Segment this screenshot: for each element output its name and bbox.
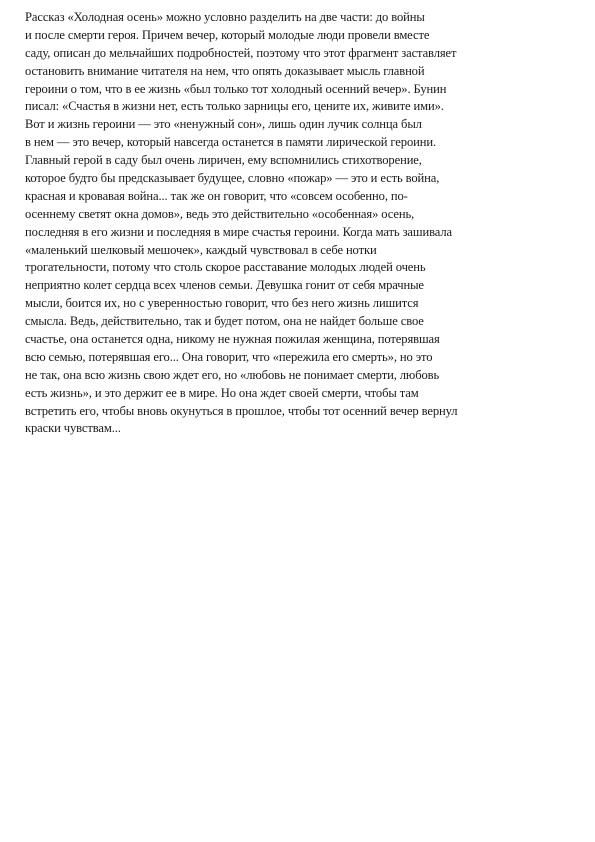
text-line: счастье, она останется одна, никому не нужная пожилая женщина, потерявшая	[25, 332, 440, 347]
text-line: осеннему светят окна домов», ведь это действительно «особенная» осень,	[25, 206, 415, 221]
text-line: Рассказ «Холодная осень» можно условно разделить на две части: до войны	[25, 10, 425, 24]
text-line: красная и кровавая война... так же он говорит, что «совсем особенно, по-	[25, 188, 408, 203]
text-line: не так, она всю жизнь свою ждет его, но «любовь не понимает смерти, любовь	[25, 367, 440, 382]
text-line: смысла. Ведь, действительно, так и будет потом, она не найдет больше свое	[25, 314, 424, 329]
text-line: в нем — это вечер, который навсегда останется в памяти лирической героини.	[25, 135, 437, 150]
text-line: встретить его, чтобы вновь окунуться в прошлое, чтобы тот осенний вечер вернул	[25, 403, 458, 418]
text-line: трогательности, потому что столь скорое расставание молодых людей очень	[25, 260, 426, 275]
text-line: остановить внимание читателя на нем, что опять доказывает мысль главной	[25, 63, 425, 78]
text-line: неприятно колет сердца всех членов семьи. Девушка гонит от себя мрачные	[25, 278, 424, 293]
essay-text	[25, 9, 573, 438]
text-line: саду, описан до мельчайших подробностей, поэтому что этот фрагмент заставляет	[25, 45, 457, 60]
text-line: которое будто бы предсказывает будущее, словно «пожар» — это и есть война,	[25, 171, 440, 186]
text-line: писал: «Счастья в жизни нет, есть только зарницы его, цените их, живите ими».	[25, 99, 444, 114]
text-line: всю семью, потерявшая его... Она говорит, что «пережила его смерть», но это	[25, 349, 433, 364]
text-line: и после смерти героя. Причем вечер, который молодые люди провели вместе	[25, 27, 430, 42]
text-line: мысли, боится их, но с уверенностью говорит, что без него жизнь лишится	[25, 296, 419, 311]
text-line: героини о том, что в ее жизнь «был только тот холодный осенний вечер». Бунин	[25, 81, 447, 96]
text-line: Вот и жизнь героини — это «ненужный сон», лишь один лучик солнца был	[25, 117, 422, 132]
text-line: «маленький шелковый мешочек», каждый чувствовал в себе нотки	[25, 242, 377, 257]
text-line: есть жизнь», и это держит ее в мире. Но она ждет своей смерти, чтобы там	[25, 385, 419, 400]
text-line: краски чувствам...	[25, 421, 121, 436]
text-line: последняя в его жизни и последняя в мире счастья героини. Когда мать зашивала	[25, 224, 452, 239]
text-line: Главный герой в саду был очень лиричен, ему вспомнились стихотворение,	[25, 153, 422, 168]
